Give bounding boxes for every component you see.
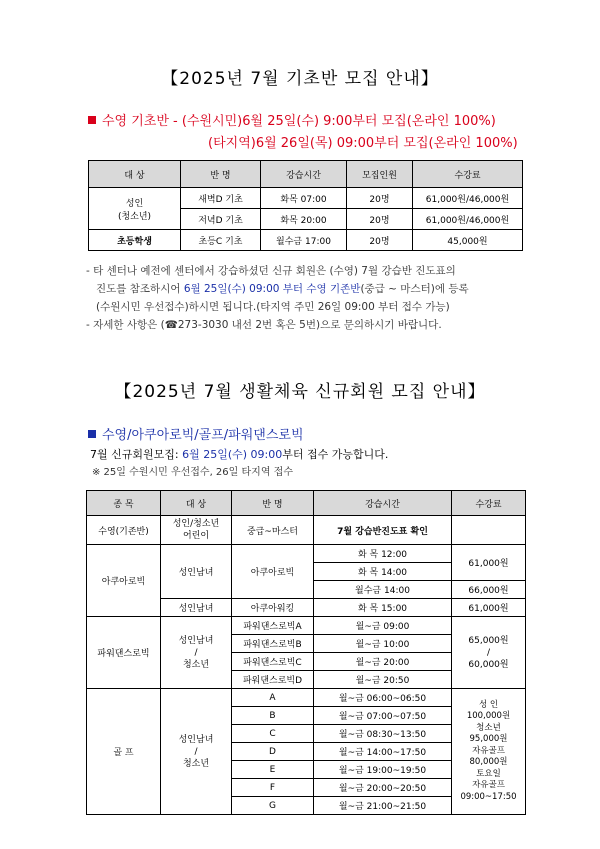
col-header-item: 종 목 [87, 491, 161, 516]
cell-fee: 61,000원/46,000원 [413, 188, 523, 209]
table-row [87, 545, 526, 563]
cell-time: 월~금 14:00~17:50 [314, 743, 452, 761]
col-header-fee: 수강료 [452, 491, 526, 516]
cell-class: 새벽D 기초 [181, 188, 261, 209]
cell-class: C [232, 725, 314, 743]
cell-class: 파워댄스로빅D [232, 671, 314, 689]
cell-time: 월수금 17:00 [261, 230, 347, 251]
cell-time: 월~금 07:00~07:50 [314, 707, 452, 725]
col-header-fee: 수강료 [413, 161, 523, 188]
col-header-capacity: 모집인원 [347, 161, 413, 188]
cell-item: 파워댄스로빅 [87, 617, 161, 689]
cell-target: 초등학생 [89, 230, 181, 251]
table-row [87, 617, 526, 635]
cell-class: 중급~마스터 [232, 516, 314, 545]
cell-target: 성인남녀 [161, 545, 232, 599]
cell-fee: 65,000원 / 60,000원 [452, 617, 526, 689]
notice2-heading: 수영/아쿠아로빅/골프/파워댄스로빅 [88, 424, 304, 443]
cell-capacity: 20명 [347, 188, 413, 209]
notice2-title: 【2025년 7월 생활체육 신규회원 모집 안내】 [114, 382, 486, 402]
cell-capacity: 20명 [347, 230, 413, 251]
cell-class: 아쿠아워킹 [232, 599, 314, 617]
cell-fee: 61,000원 [452, 599, 526, 617]
red-square-bullet-icon [88, 116, 96, 124]
cell-fee: 성 인 100,000원 청소년 95,000원 자유골프 80,000원 토요일 자유골프 09:00~17:50 [452, 689, 526, 815]
cell-target: 성인남녀 / 청소년 [161, 617, 232, 689]
cell-capacity: 20명 [347, 209, 413, 230]
cell-fee: 45,000원 [413, 230, 523, 251]
col-header-time: 강습시간 [261, 161, 347, 188]
cell-class: 파워댄스로빅C [232, 653, 314, 671]
cell-time: 월~금 09:00 [314, 617, 452, 635]
cell-time: 월~금 20:50 [314, 671, 452, 689]
cell-time: 화목 07:00 [261, 188, 347, 209]
cell-class: A [232, 689, 314, 707]
cell-class: 아쿠아로빅 [232, 545, 314, 599]
notice1-heading-line2: (타지역)6월 26일(목) 09:00부터 모집(온라인 100%) [208, 136, 518, 151]
notice1-paragraph: - 타 센터나 예전에 센터에서 강습하셨던 신규 회원은 (수영) 7월 강습반 진도표의 진도를 참조하시어 6월 25일(수) 09:00 부터 수영 기존반(중급 ~ 마스터)에 등록 (수원시민 우선접수)하시면 됩니다.(타지역 주민 26일 09:00 부터 접수 가능) - 자세한 사항은 (☎273-3030 내선 2번 혹은 5번)으로 문의하시기 바랍니다. [86, 262, 536, 334]
col-header-time: 강습시간 [314, 491, 452, 516]
basic-class-table [88, 160, 523, 251]
cell-time: 화 목 14:00 [314, 563, 452, 581]
table-row [87, 689, 526, 707]
cell-class: D [232, 743, 314, 761]
cell-time: 월~금 06:00~06:50 [314, 689, 452, 707]
cell-time: 7월 강습반진도표 확인 [314, 516, 452, 545]
cell-fee: 61,000원/46,000원 [413, 209, 523, 230]
cell-class: G [232, 797, 314, 815]
table-row [89, 188, 523, 209]
cell-target: 성인 (청소년) [89, 188, 181, 230]
cell-class: F [232, 779, 314, 797]
cell-time: 화목 20:00 [261, 209, 347, 230]
phone-icon: ☎ [164, 319, 178, 331]
cell-time: 월~금 10:00 [314, 635, 452, 653]
notice1-heading-line1: 수영 기초반 - (수원시민)6월 25일(수) 9:00부터 모집(온라인 100%) [88, 110, 496, 129]
cell-class: E [232, 761, 314, 779]
cell-target: 성인남녀 / 청소년 [161, 689, 232, 815]
cell-time: 월~금 08:30~13:50 [314, 725, 452, 743]
cell-class: 파워댄스로빅A [232, 617, 314, 635]
cell-fee [452, 516, 526, 545]
col-header-class: 반 명 [181, 161, 261, 188]
cell-time: 월수금 14:00 [314, 581, 452, 599]
col-header-target: 대 상 [161, 491, 232, 516]
cell-item: 수영(기존반) [87, 516, 161, 545]
cell-item: 골 프 [87, 689, 161, 815]
cell-time: 화 목 15:00 [314, 599, 452, 617]
cell-fee: 66,000원 [452, 581, 526, 599]
cell-time: 월~금 20:00 [314, 653, 452, 671]
cell-target: 성인남녀 [161, 599, 232, 617]
notice2-registration-line: 7월 신규회원모집: 6월 25일(수) 09:00부터 접수 가능합니다. [90, 448, 389, 461]
cell-time: 월~금 20:00~20:50 [314, 779, 452, 797]
table-row [87, 516, 526, 545]
col-header-class: 반 명 [232, 491, 314, 516]
cell-class: 초등C 기초 [181, 230, 261, 251]
cell-class: 저녁D 기초 [181, 209, 261, 230]
cell-time: 월~금 21:00~21:50 [314, 797, 452, 815]
notice2-note: ※ 25일 수원시민 우선접수, 26일 타지역 접수 [92, 467, 293, 478]
cell-target: 성인/청소년 어린이 [161, 516, 232, 545]
membership-table [86, 490, 526, 815]
col-header-target: 대 상 [89, 161, 181, 188]
cell-time: 화 목 12:00 [314, 545, 452, 563]
cell-class: 파워댄스로빅B [232, 635, 314, 653]
blue-square-bullet-icon [88, 430, 96, 438]
cell-item: 아쿠아로빅 [87, 545, 161, 617]
cell-class: B [232, 707, 314, 725]
notice1-title: 【2025년 7월 기초반 모집 안내】 [161, 69, 439, 89]
cell-fee: 61,000원 [452, 545, 526, 581]
table-row [89, 230, 523, 251]
cell-time: 월~금 19:00~19:50 [314, 761, 452, 779]
